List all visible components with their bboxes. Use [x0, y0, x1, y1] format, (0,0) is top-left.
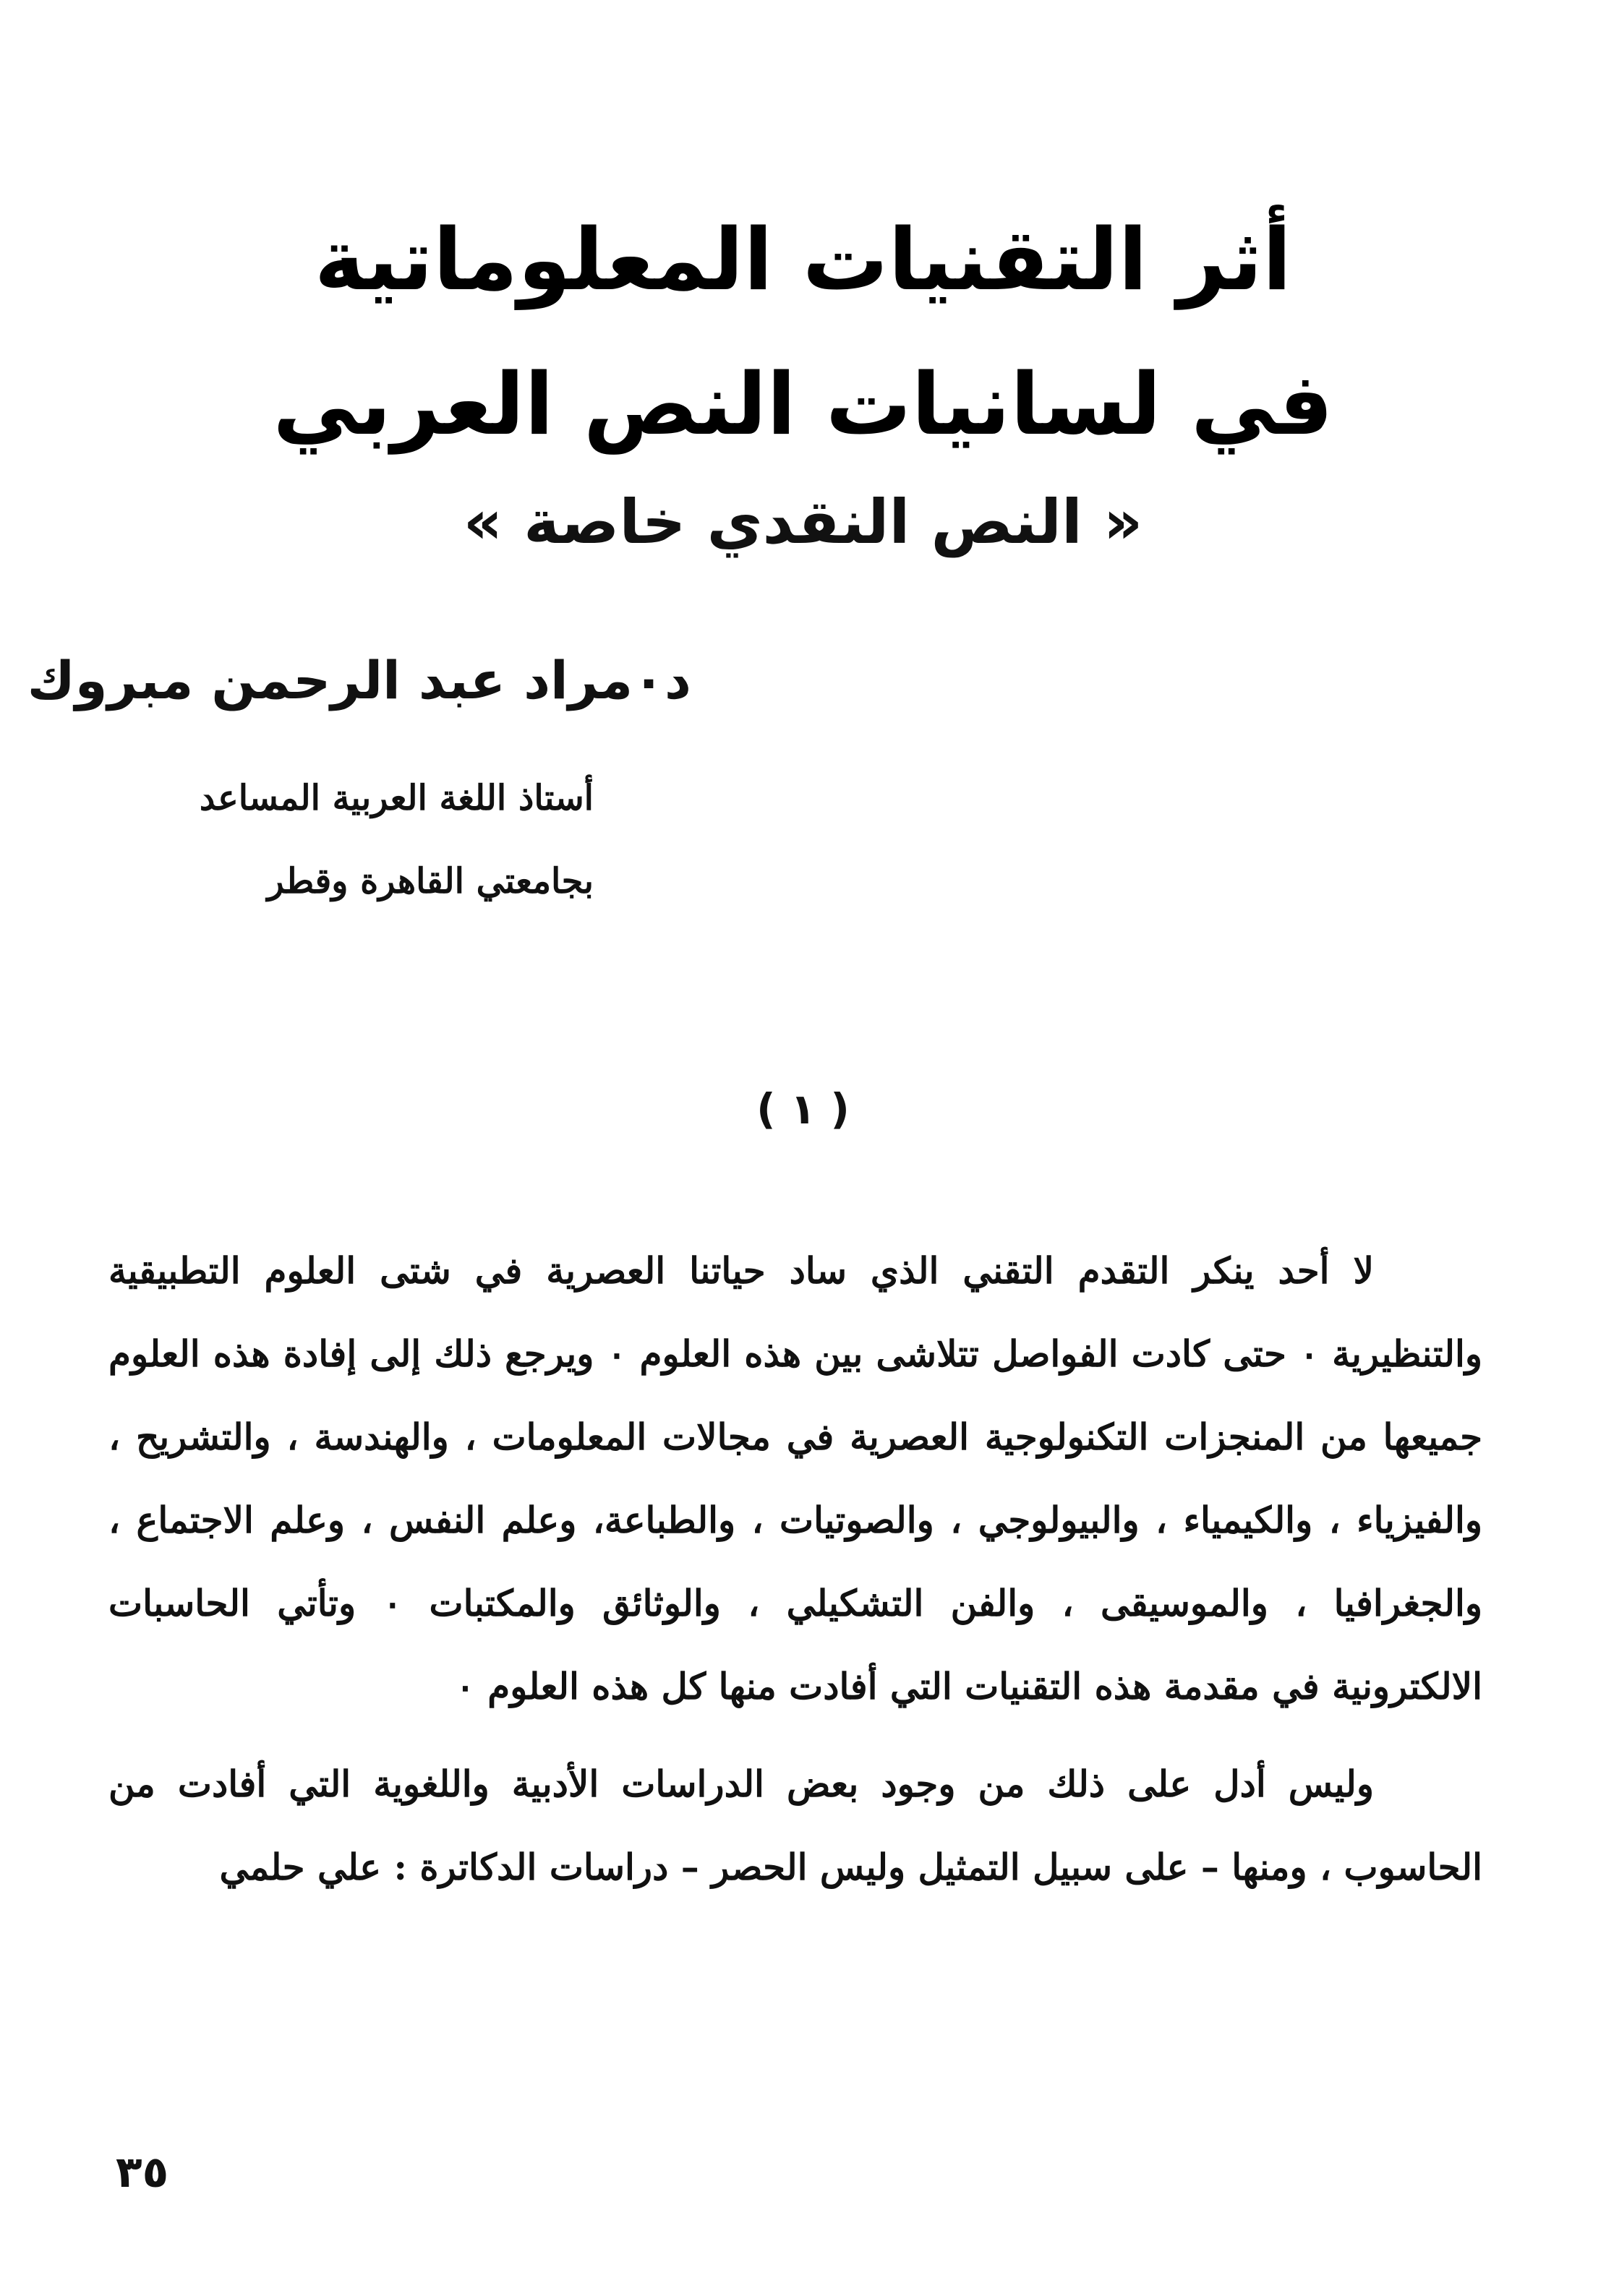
subtitle: « النص النقدي خاصة » — [463, 487, 1143, 557]
body-text — [108, 1229, 1482, 1909]
body-paragraph-1: لا أحد ينكر التقدم التقني الذي ساد حياتنا العصرية في شتى العلوم التطبيقية والتنظيرية ٠ حتى كادت الفواصل تتلاشى بين هذه العلوم ٠ ويرجع ذلك إلى إفادة هذه العلوم جميعها من المنجزات التكنولوجية العصرية في مجالات المعلومات ، والهندسة ، والتشريح ، والفيزياء ، والكيمياء ، والبيولوجي ، والصوتيات ، والطباعة، وعلم النفس ، وعلم الاجتماع ، والجغرافيا ، والموسيقى ، والفن التشكيلي ، والوثائق والمكتبات ٠ وتأتي الحاسبات الالكترونية في مقدمة هذه التقنيات التي أفادت منها كل هذه العلوم ٠ — [108, 1249, 1483, 1708]
author-institution: بجامعتي القاهرة وقطر — [267, 861, 594, 901]
title-line-1: أثر التقنيات المعلوماتية — [314, 210, 1292, 309]
title-line-2: في لسانيات النص العربي — [273, 354, 1333, 454]
body-paragraph-2: وليس أدل على ذلك من وجود بعض الدراسات الأدبية واللغوية التي أفادت من الحاسوب ، ومنها – على سبيل التمثيل وليس الحصر – دراسات الدكاترة : علي حلمي — [108, 1762, 1482, 1888]
section-number: ( ١ ) — [756, 1084, 850, 1134]
author-name: د٠مراد عبد الرحمن مبروك — [27, 650, 691, 711]
author-position: أستاذ اللغة العربية المساعد — [199, 778, 594, 818]
page-number: ٣٥ — [116, 2147, 169, 2198]
